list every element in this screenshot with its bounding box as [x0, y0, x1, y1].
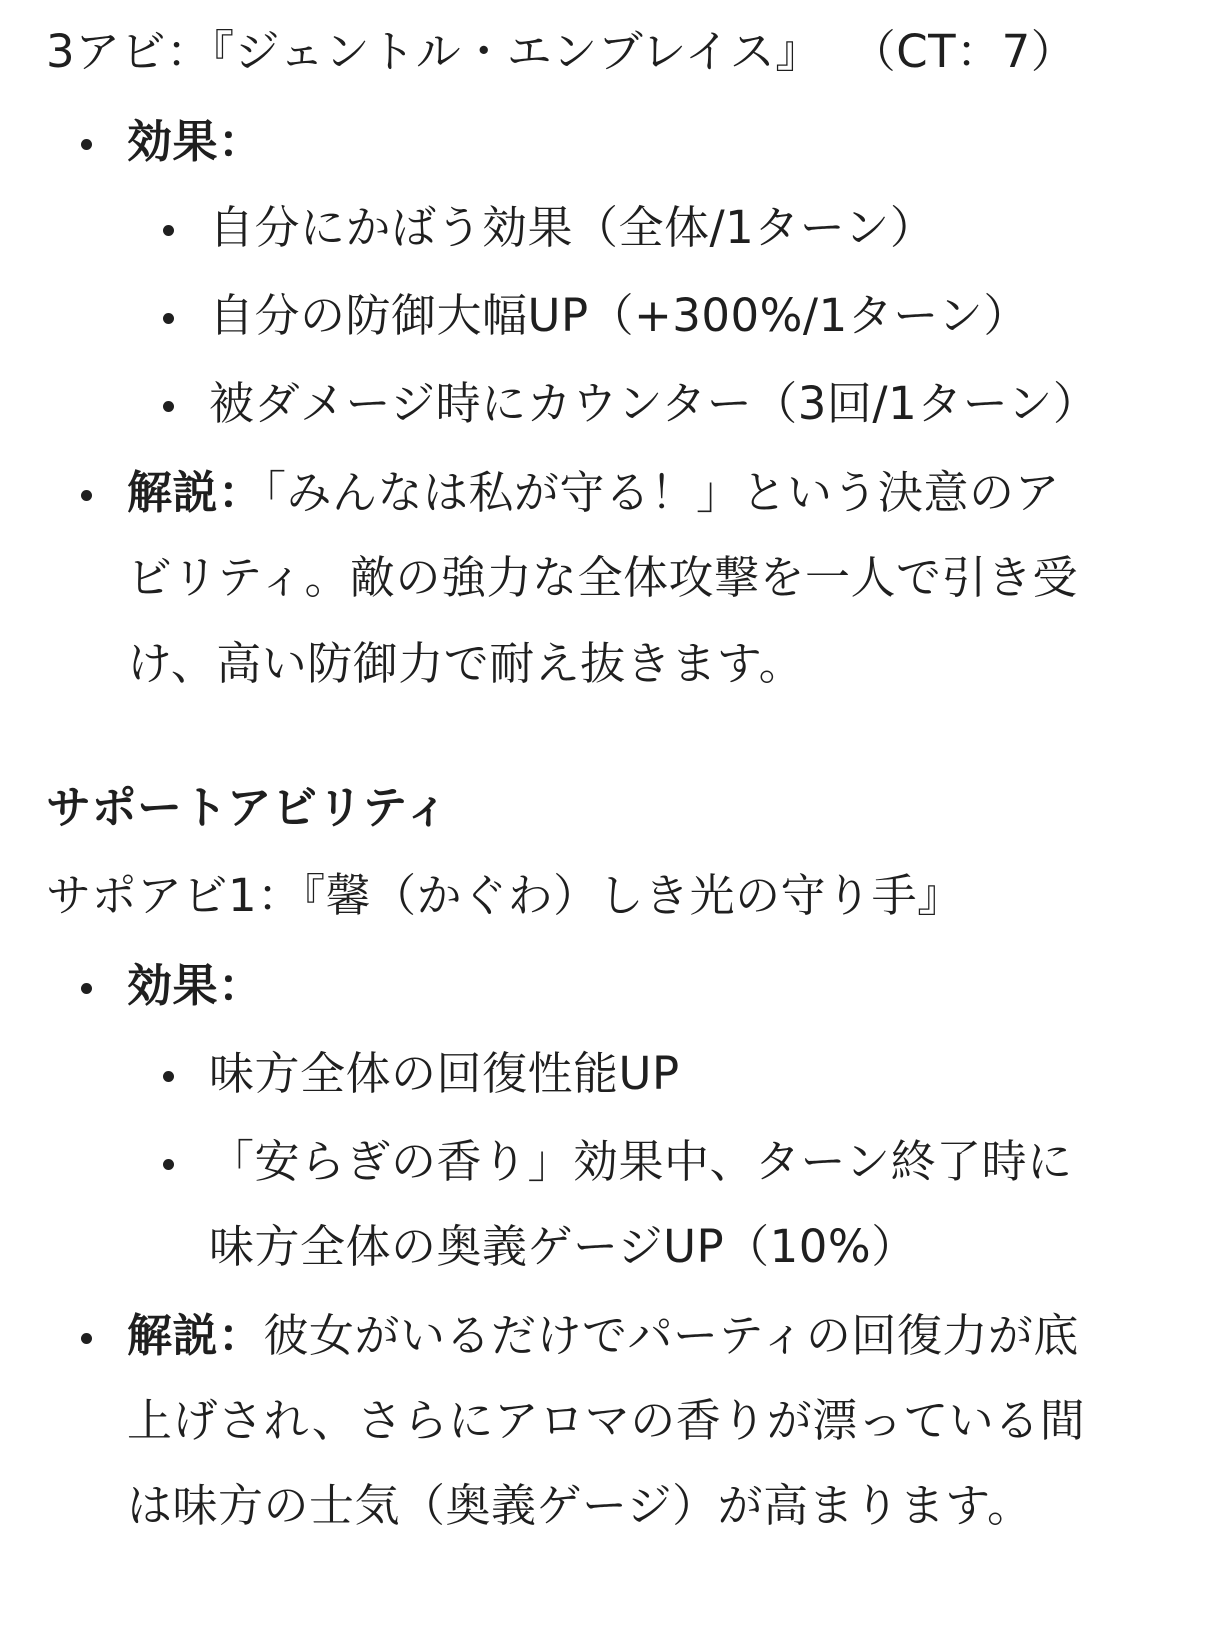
- bullet-dot: [81, 983, 92, 994]
- support-effect-item-cont: 味方全体の奥義ゲージUP（10%）: [209, 1220, 917, 1273]
- ability3-desc-line: ビリティ。敵の強力な全体攻撃を一人で引き受: [127, 551, 1079, 604]
- ability3-title-row: [46, 22, 1076, 82]
- support-desc-line: 上げされ、さらにアロマの香りが漂っている間: [127, 1394, 1086, 1447]
- ability3-effect-item: 自分にかばう効果（全体/1ターン）: [209, 201, 936, 254]
- bullet-dot: [163, 225, 174, 236]
- ability3-title: 3アビ：『ジェントル・エンブレイス』: [46, 25, 821, 78]
- ability3-desc-label: 解説：: [127, 466, 264, 519]
- bullet-dot: [163, 313, 174, 324]
- ability3-desc-line: け、高い防御力で耐え抜きます。: [127, 637, 805, 690]
- bullet-dot: [81, 1333, 92, 1344]
- support-desc-label: 解説：: [127, 1309, 264, 1362]
- support-desc-text: 彼女がいるだけでパーティの回復力が底: [263, 1309, 1079, 1362]
- bullet-dot: [163, 1071, 174, 1082]
- bullet-dot: [163, 1159, 174, 1170]
- bullet-dot: [163, 401, 174, 412]
- ability3-effect-item: 自分の防御大幅UP（+300%/1ターン）: [209, 289, 1029, 342]
- support-ability1-title: サポアビ1：『馨（かぐわ）しき光の守り手』: [46, 869, 963, 922]
- support-desc-line: [127, 1306, 1079, 1366]
- ability3-effects-label: 効果：: [127, 115, 264, 168]
- ability3-effect-item: 被ダメージ時にカウンター（3回/1ターン）: [209, 377, 1099, 430]
- ability3-desc-text: 「みんなは私が守る！」という決意のア: [263, 466, 1061, 519]
- support-effect-item: 味方全体の回復性能UP: [209, 1047, 680, 1100]
- support-effect-item: 「安らぎの香り」効果中、ターン終了時に: [209, 1135, 1073, 1188]
- support-effects-label: 効果：: [127, 959, 264, 1012]
- bullet-dot: [81, 490, 92, 501]
- bullet-dot: [81, 139, 92, 150]
- support-desc-line: は味方の士気（奥義ゲージ）が高まります。: [127, 1479, 1033, 1532]
- support-heading: サポートアビリティ: [46, 781, 450, 834]
- ability3-cooldown: （CT：7）: [850, 25, 1077, 78]
- ability3-desc-line: [127, 463, 1060, 523]
